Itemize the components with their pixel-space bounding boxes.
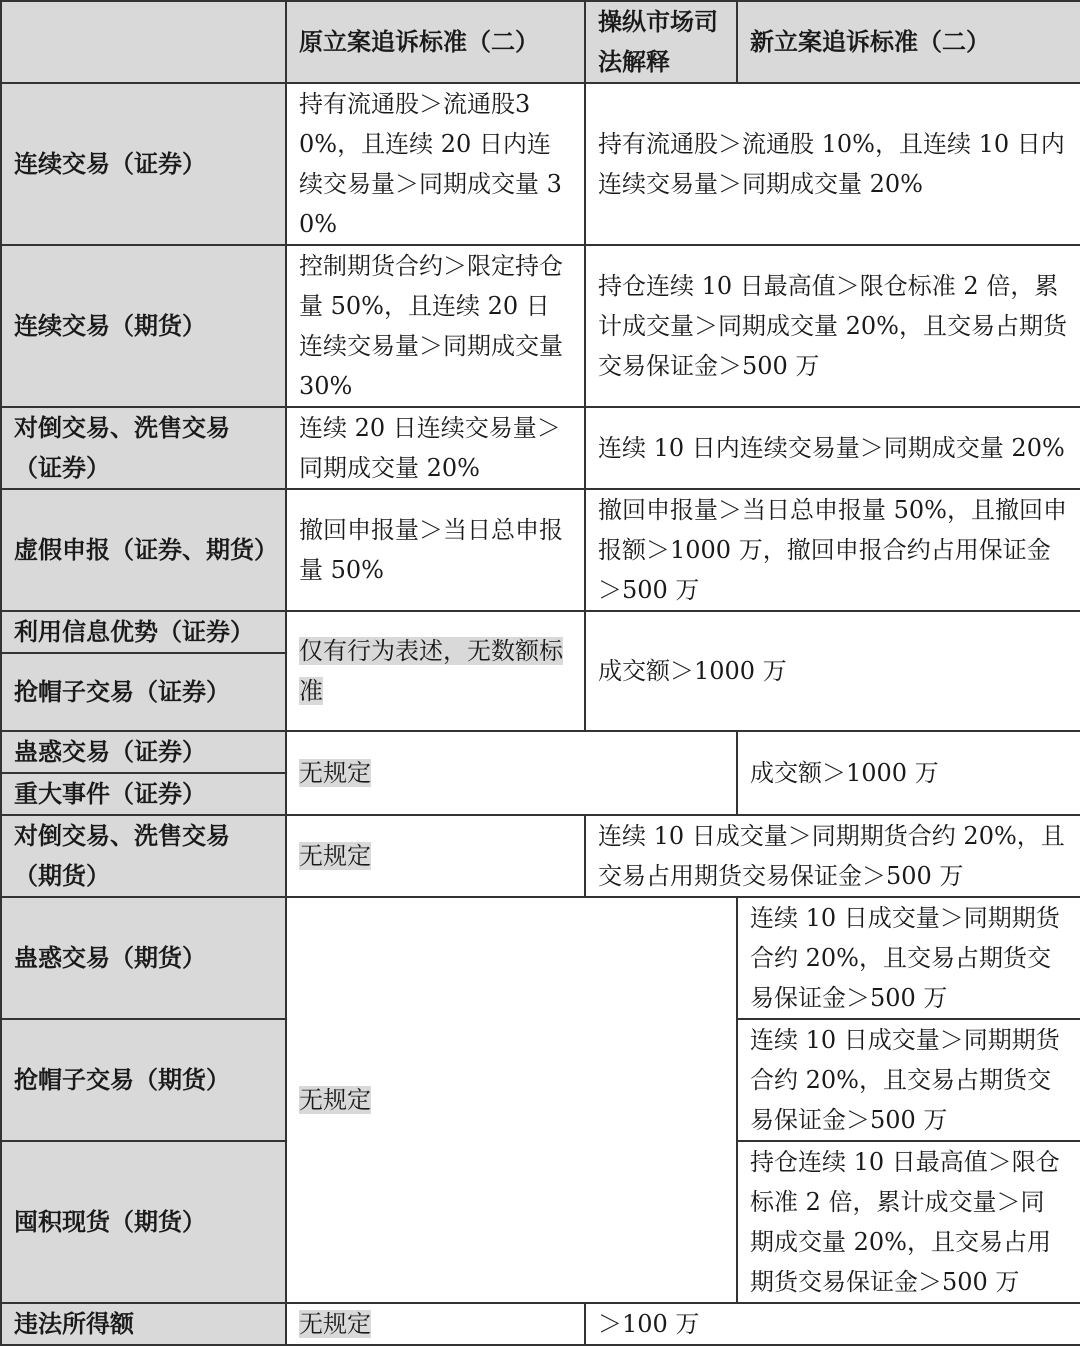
row-label: 利用信息优势（证券）: [1, 611, 286, 653]
header-new-standard: 新立案追诉标准（二）: [737, 1, 1080, 83]
new-standard-cell: 成交额＞1000 万: [737, 731, 1080, 815]
original-standard-cell: 撤回申报量＞当日总申报量 50%: [286, 489, 585, 611]
highlighted-text: 无规定: [299, 842, 371, 870]
row-label: 连续交易（期货）: [1, 245, 286, 407]
row-label: 抢帽子交易（证券）: [1, 653, 286, 731]
row-label: 连续交易（证券）: [1, 83, 286, 245]
header-original-standard: 原立案追诉标准（二）: [286, 1, 585, 83]
new-standard-cell: 连续 10 日成交量＞同期期货合约 20%，且交易占用期货交易保证金＞500 万: [585, 815, 1080, 897]
table-row: [1, 611, 1080, 653]
new-standard-cell: 持仓连续 10 日最高值＞限仓标准 2 倍，累计成交量＞同期成交量 20%，且交易占用期货交易保证金＞500 万: [737, 1141, 1080, 1303]
table-row: [1, 897, 1080, 1019]
new-standard-cell: 持有流通股＞流通股 10%，且连续 10 日内连续交易量＞同期成交量 20%: [585, 83, 1080, 245]
highlighted-text: 仅有行为表述，无数额标准: [299, 637, 563, 705]
row-label: 对倒交易、洗售交易（期货）: [1, 815, 286, 897]
row-label: 抢帽子交易（期货）: [1, 1019, 286, 1141]
highlighted-text: 无规定: [299, 1086, 371, 1114]
original-standard-cell: [286, 815, 585, 897]
row-label: 虚假申报（证券、期货）: [1, 489, 286, 611]
row-label: 蛊惑交易（期货）: [1, 897, 286, 1019]
new-standard-cell: 连续 10 日内连续交易量＞同期成交量 20%: [585, 407, 1080, 489]
new-standard-cell: 撤回申报量＞当日总申报量 50%，且撤回申报额＞1000 万，撤回申报合约占用保证金＞500 万: [585, 489, 1080, 611]
original-standard-cell: 连续 20 日连续交易量＞同期成交量 20%: [286, 407, 585, 489]
new-standard-cell: 连续 10 日成交量＞同期期货合约 20%，且交易占期货交易保证金＞500 万: [737, 1019, 1080, 1141]
highlighted-text: 无规定: [299, 1310, 371, 1338]
highlighted-text: 无规定: [299, 759, 371, 787]
row-label: 对倒交易、洗售交易（证券）: [1, 407, 286, 489]
row-label: 重大事件（证券）: [1, 773, 286, 815]
table-header-row: [1, 1, 1080, 83]
new-standard-cell: ＞100 万: [585, 1303, 1080, 1345]
header-corner-cell: [1, 1, 286, 83]
table-row: [1, 731, 1080, 773]
row-label: 囤积现货（期货）: [1, 1141, 286, 1303]
original-standard-cell: [286, 611, 585, 731]
table-row: [1, 489, 1080, 611]
table-row: [1, 83, 1080, 245]
original-standard-cell: 持有流通股＞流通股30%，且连续 20 日内连续交易量＞同期成交量 30%: [286, 83, 585, 245]
row-label: 蛊惑交易（证券）: [1, 731, 286, 773]
new-standard-cell: 持仓连续 10 日最高值＞限仓标准 2 倍，累计成交量＞同期成交量 20%，且交易占期货交易保证金＞500 万: [585, 245, 1080, 407]
original-standard-cell: 控制期货合约＞限定持仓量 50%，且连续 20 日连续交易量＞同期成交量 30%: [286, 245, 585, 407]
new-standard-cell: 成交额＞1000 万: [585, 611, 1080, 731]
header-judicial-interpretation: 操纵市场司法解释: [585, 1, 737, 83]
new-standard-cell: 连续 10 日成交量＞同期期货合约 20%，且交易占期货交易保证金＞500 万: [737, 897, 1080, 1019]
table-row: [1, 407, 1080, 489]
row-label: 违法所得额: [1, 1303, 286, 1345]
table-row: [1, 1303, 1080, 1345]
table-row: [1, 245, 1080, 407]
original-standard-cell: [286, 897, 737, 1303]
original-standard-cell: [286, 731, 737, 815]
table-row: [1, 815, 1080, 897]
original-standard-cell: [286, 1303, 585, 1345]
